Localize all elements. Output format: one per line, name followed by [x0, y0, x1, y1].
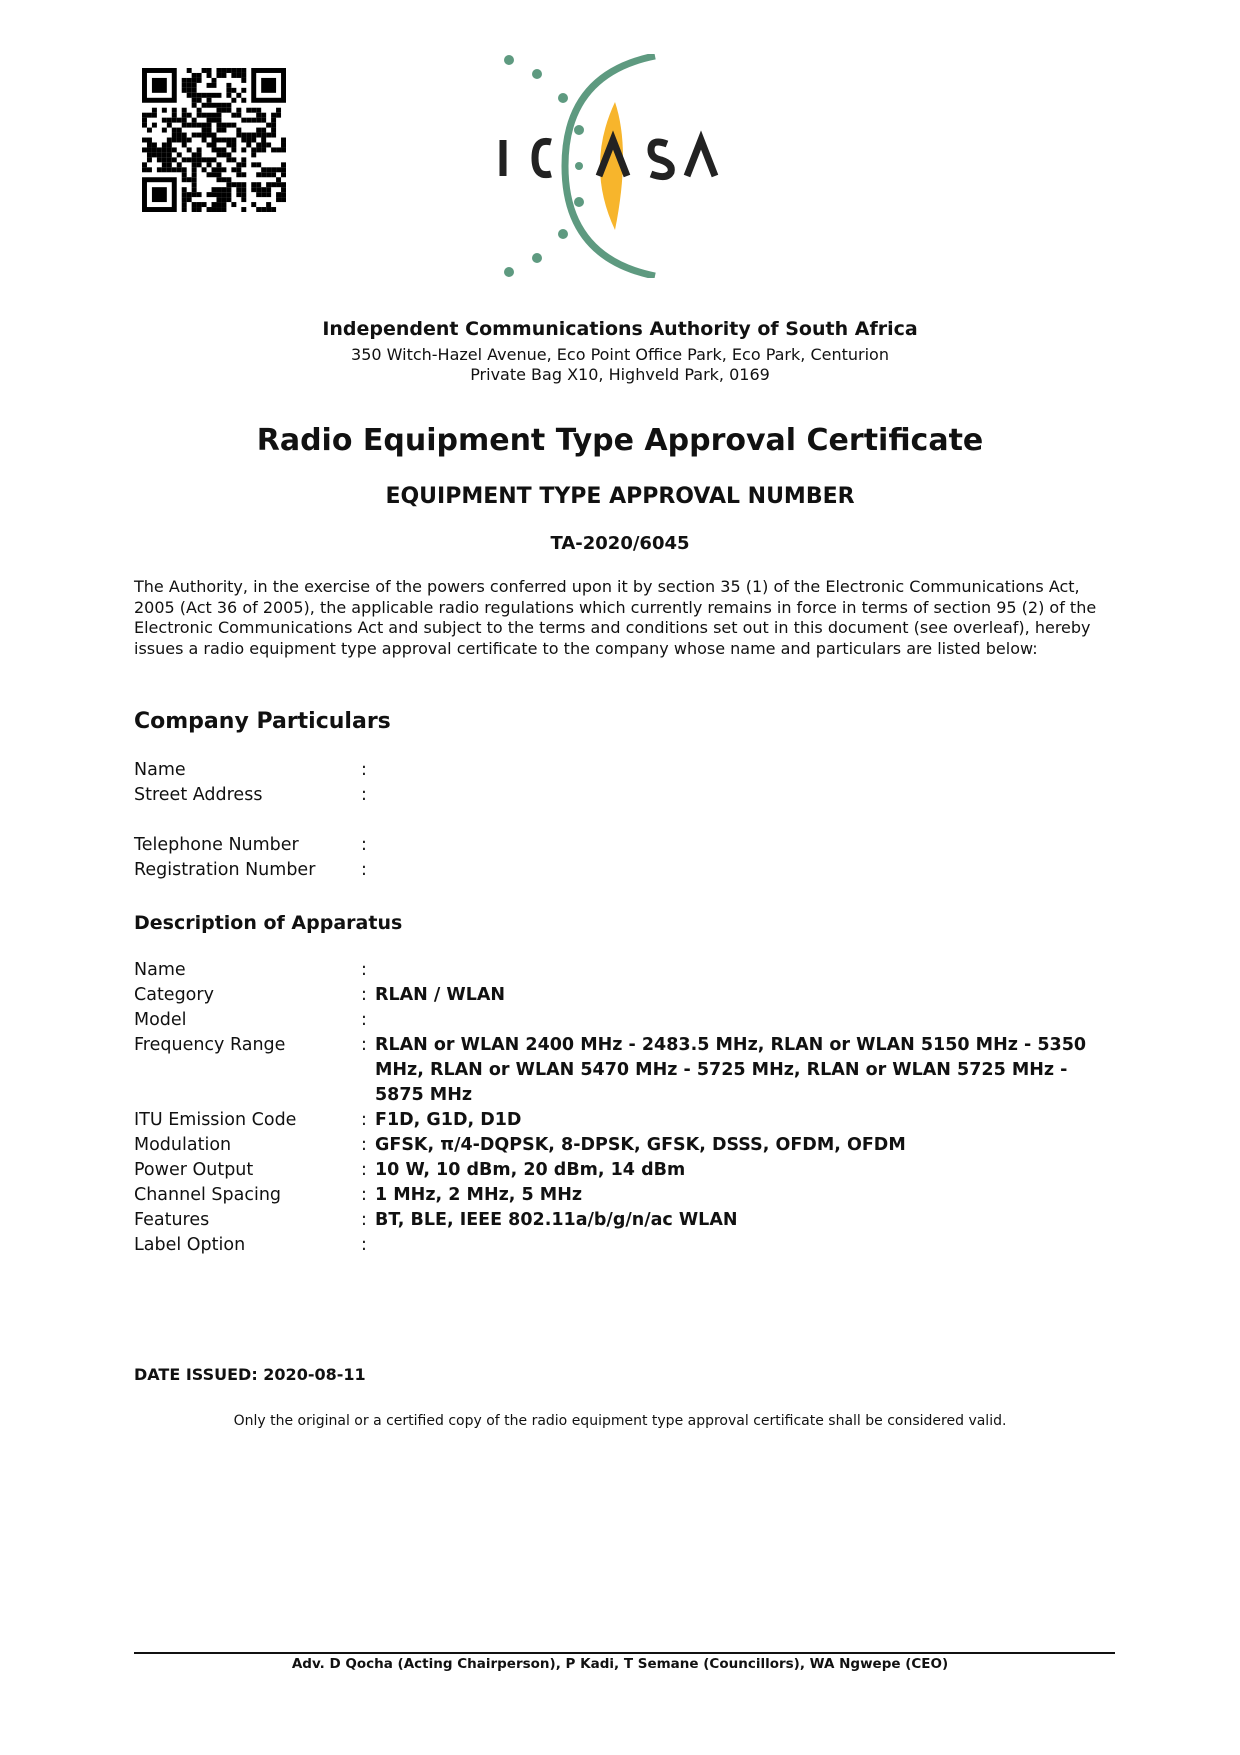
approval-number: TA-2020/6045 — [550, 533, 690, 554]
field-value — [375, 1233, 1114, 1258]
field-colon: : — [361, 760, 367, 780]
apparatus-field-row — [134, 1183, 1114, 1208]
field-label: Street Address — [134, 785, 263, 805]
field-value — [375, 1008, 1114, 1033]
field-label: Telephone Number — [134, 835, 299, 855]
apparatus-field-row — [134, 1233, 1114, 1258]
icasa-logo — [495, 54, 745, 278]
field-colon: : — [361, 835, 367, 855]
apparatus-field-row — [134, 983, 1114, 1008]
field-value — [375, 783, 1114, 808]
field-label: Registration Number — [134, 860, 316, 880]
apparatus-field-row — [134, 1208, 1114, 1233]
field-value: F1D, G1D, D1D — [375, 1110, 522, 1130]
apparatus-field-row — [134, 1033, 1114, 1108]
address-line-1: 350 Witch-Hazel Avenue, Eco Point Office Park, Eco Park, Centurion — [351, 345, 889, 364]
organization-name: Independent Communications Authority of South Africa — [322, 318, 918, 340]
field-label: Frequency Range — [134, 1035, 286, 1055]
field-label: Name — [134, 960, 186, 980]
footer-divider — [134, 1652, 1115, 1654]
field-colon: : — [361, 1010, 367, 1030]
field-colon: : — [361, 1235, 367, 1255]
field-label: Category — [134, 985, 214, 1005]
apparatus-field-row — [134, 1108, 1114, 1133]
field-value — [375, 758, 1114, 783]
field-colon: : — [361, 1135, 367, 1155]
apparatus-field-row — [134, 1008, 1114, 1033]
company-field-row — [134, 833, 1114, 858]
field-label: Label Option — [134, 1235, 246, 1255]
field-label: Model — [134, 1010, 187, 1030]
company-field-row — [134, 858, 1114, 883]
field-value: 1 MHz, 2 MHz, 5 MHz — [375, 1185, 583, 1205]
company-field-row — [134, 783, 1114, 808]
address-line-2: Private Bag X10, Highveld Park, 0169 — [470, 365, 770, 384]
certificate-subtitle: EQUIPMENT TYPE APPROVAL NUMBER — [385, 484, 855, 509]
apparatus-field-row — [134, 958, 1114, 983]
field-value: 10 W, 10 dBm, 20 dBm, 14 dBm — [375, 1160, 686, 1180]
apparatus-field-row — [134, 1133, 1114, 1158]
field-value — [375, 833, 1114, 858]
field-label: Modulation — [134, 1135, 232, 1155]
date-issued: DATE ISSUED: 2020-08-11 — [134, 1365, 366, 1384]
field-colon: : — [361, 860, 367, 880]
field-label: Features — [134, 1210, 210, 1230]
field-colon: : — [361, 1185, 367, 1205]
field-value: BT, BLE, IEEE 802.11a/b/g/n/ac WLAN — [375, 1210, 738, 1230]
field-value: GFSK, π/4-DQPSK, 8-DPSK, GFSK, DSSS, OFDM, OFDM — [375, 1135, 906, 1155]
footer-signatories: Adv. D Qocha (Acting Chairperson), P Kadi, T Semane (Councillors), WA Ngwepe (CEO) — [291, 1656, 949, 1672]
field-label: ITU Emission Code — [134, 1110, 297, 1130]
validity-note: Only the original or a certified copy of the radio equipment type approval certificate shall be considered valid. — [233, 1413, 1007, 1429]
apparatus-heading: Description of Apparatus — [134, 912, 403, 934]
field-colon: : — [361, 1210, 367, 1230]
certificate-title: Radio Equipment Type Approval Certificate — [256, 423, 984, 458]
field-colon: : — [361, 785, 367, 805]
field-colon: : — [361, 985, 367, 1005]
company-particulars-heading: Company Particulars — [134, 709, 391, 734]
apparatus-field-row — [134, 1158, 1114, 1183]
field-colon: : — [361, 1110, 367, 1130]
field-label: Channel Spacing — [134, 1185, 282, 1205]
field-label: Power Output — [134, 1160, 254, 1180]
field-value — [375, 958, 1114, 983]
company-field-row — [134, 758, 1114, 783]
field-label: Name — [134, 760, 186, 780]
field-value: RLAN or WLAN 2400 MHz - 2483.5 MHz, RLAN or WLAN 5150 MHz - 5350 MHz, RLAN or WLAN 5470 MHz - 5725 MHz, RLAN or WLAN 5725 MHz - 5875 MHz — [375, 1035, 1087, 1105]
field-colon: : — [361, 960, 367, 980]
field-colon: : — [361, 1035, 367, 1055]
qr-code — [141, 68, 287, 212]
preamble-paragraph: The Authority, in the exercise of the powers conferred upon it by section 35 (1) of the Electronic Communications Act, 2005 (Act 36 of 2005), the applicable radio regulations which currently remains in force in terms of section 95 (2) of the Electronic Communications Act and subject to the terms and conditions set out in this document (see overleaf), hereby issues a radio equipment type approval certificate to the company whose name and particulars are listed below: — [134, 577, 1097, 658]
field-value: RLAN / WLAN — [375, 985, 506, 1005]
field-value — [375, 858, 1114, 883]
field-colon: : — [361, 1160, 367, 1180]
